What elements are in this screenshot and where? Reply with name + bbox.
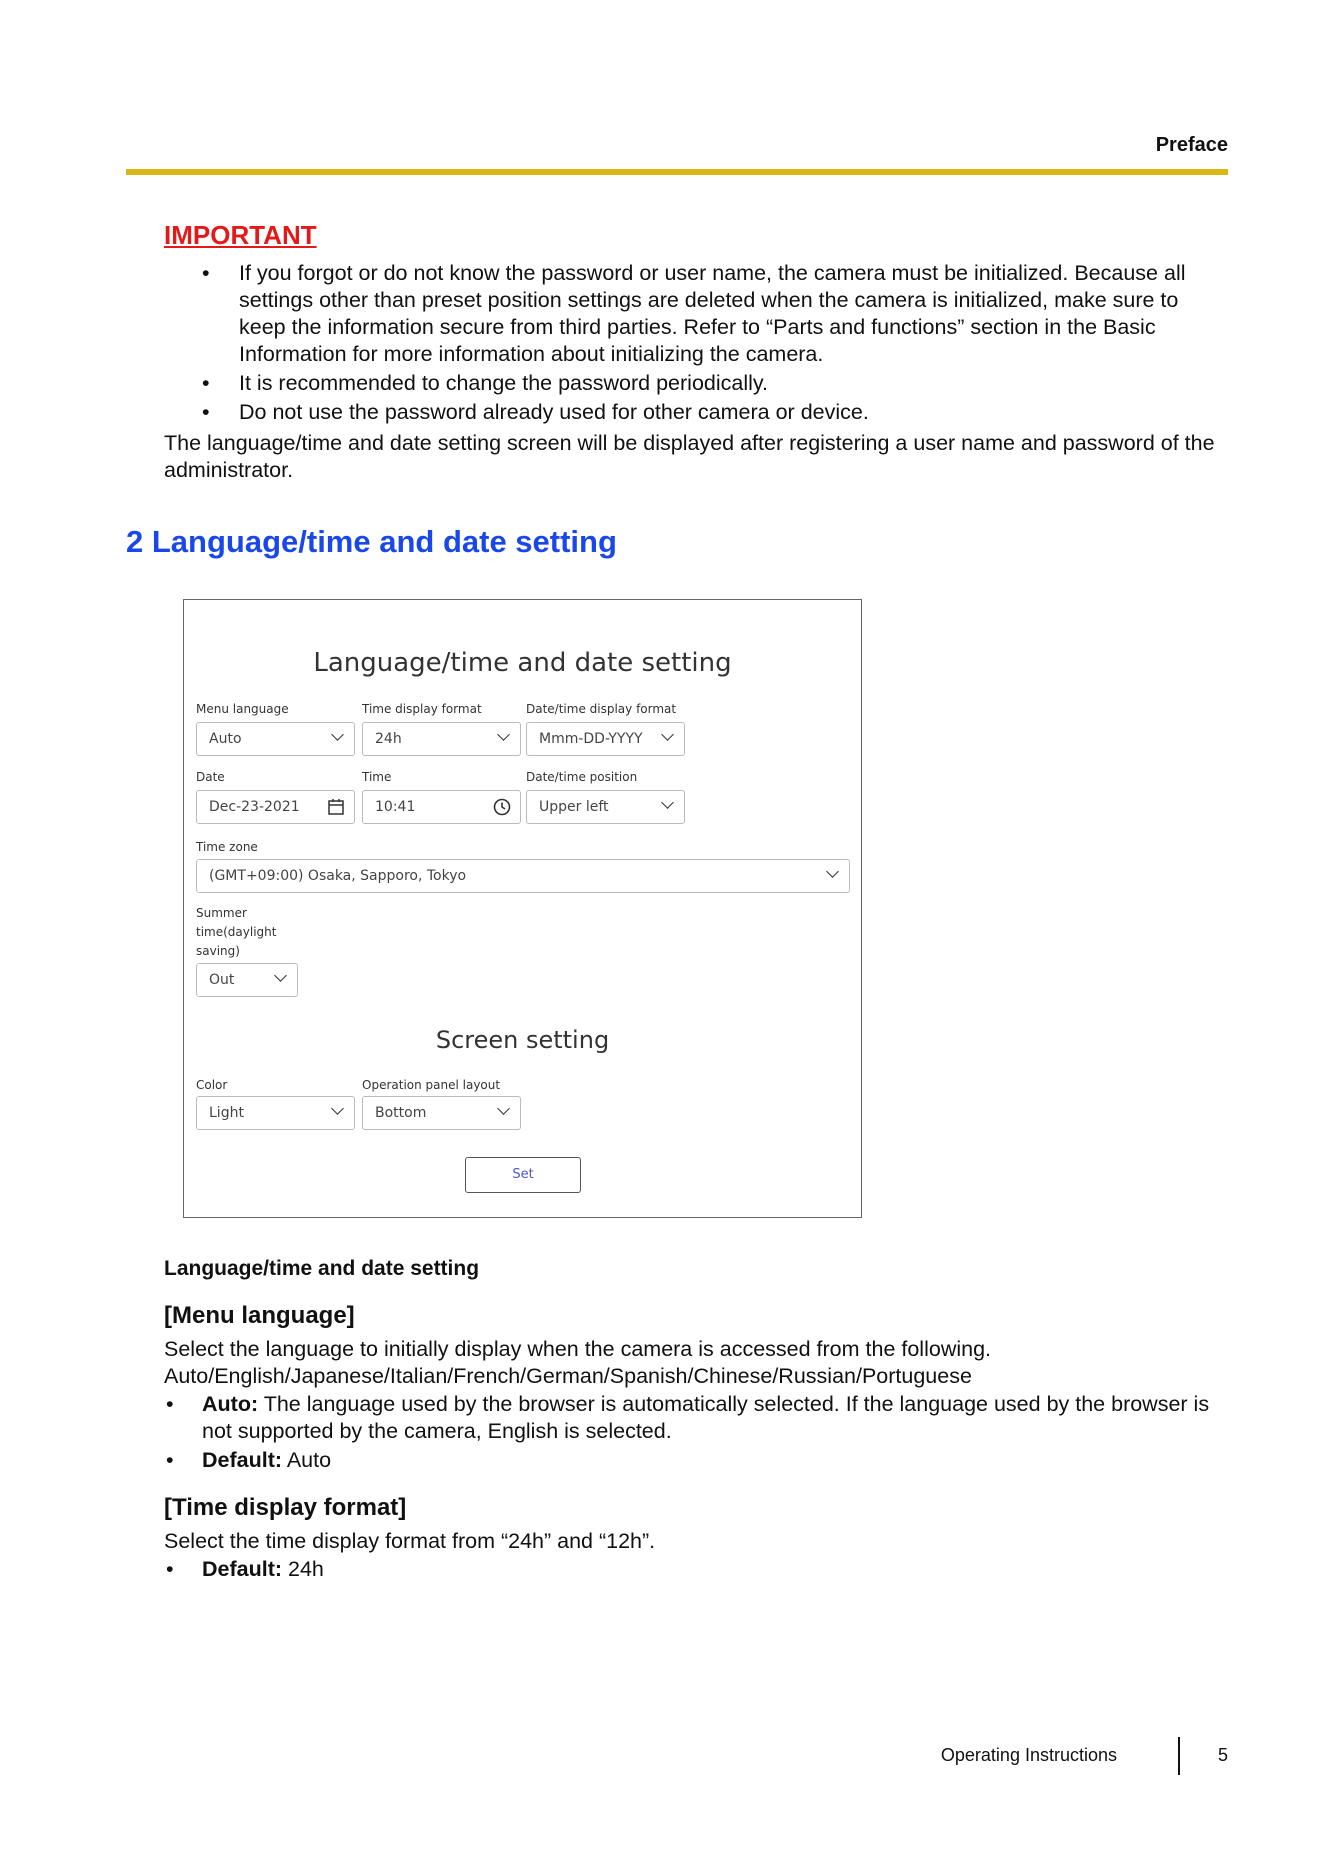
summer-time-label-line3: saving) <box>196 944 240 958</box>
screenshot-title: Language/time and date setting <box>313 648 732 678</box>
default-label: Default: <box>202 1448 283 1472</box>
default-label: Default: <box>202 1557 283 1581</box>
menu-language-list <box>164 1391 1234 1476</box>
time-format-heading: [Time display format] <box>164 1494 407 1521</box>
chevron-down-icon <box>331 728 344 741</box>
datetime-display-format-label: Date/time display format <box>526 702 677 716</box>
datetime-position-label: Date/time position <box>526 770 638 784</box>
auto-text: The language used by the browser is automatically selected. If the language used by the browser is not supported by the camera, English is selected. <box>202 1392 1210 1443</box>
time-label: Time <box>362 770 392 784</box>
important-list <box>164 260 1224 428</box>
time-format-text: Select the time display format from “24h” and “12h”. <box>164 1529 656 1553</box>
menu-language-heading: [Menu language] <box>164 1302 355 1329</box>
time-zone-label: Time zone <box>196 840 258 854</box>
menu-language-select[interactable] <box>196 722 355 756</box>
list-item: • Do not use the password already used for other camera or device. <box>164 399 1224 426</box>
datetime-position-select[interactable] <box>526 790 685 824</box>
time-input[interactable] <box>362 790 521 824</box>
time-display-format-label: Time display format <box>362 702 482 716</box>
menu-language-text-2: Auto/English/Japanese/Italian/French/German/Spanish/Chinese/Russian/Portuguese <box>164 1364 972 1388</box>
important-title: IMPORTANT <box>164 220 317 250</box>
clock-icon[interactable] <box>493 798 511 816</box>
time-value: 10:41 <box>375 799 416 815</box>
header-rule <box>126 169 1228 175</box>
date-input[interactable] <box>196 790 355 824</box>
datetime-display-format-select[interactable] <box>526 722 685 756</box>
operation-panel-layout-value: Bottom <box>375 1105 427 1121</box>
default-value: 24h <box>288 1557 324 1581</box>
chevron-down-icon <box>661 728 674 741</box>
color-select[interactable] <box>196 1096 355 1130</box>
calendar-icon[interactable] <box>327 798 345 816</box>
operation-panel-layout-label: Operation panel layout <box>362 1078 501 1092</box>
datetime-position-value: Upper left <box>539 799 609 815</box>
footer-page-number: 5 <box>1217 1745 1228 1765</box>
time-format-list <box>164 1556 1234 1585</box>
summer-time-label-line2: time(daylight <box>196 925 277 939</box>
summer-time-value: Out <box>209 972 235 988</box>
list-item <box>164 1556 1234 1583</box>
screenshot-caption: Language/time and date setting <box>164 1257 480 1280</box>
operation-panel-layout-select[interactable] <box>362 1096 521 1130</box>
intro-paragraph: The language/time and date setting screen will be displayed after registering a user name and password of the administrator. <box>164 431 1215 482</box>
header-section-label: Preface <box>1155 134 1228 156</box>
time-display-format-select[interactable] <box>362 722 521 756</box>
chevron-down-icon <box>497 1102 510 1115</box>
chevron-down-icon <box>661 796 674 809</box>
menu-language-value: Auto <box>209 731 242 747</box>
list-item <box>164 1447 1234 1474</box>
date-label: Date <box>196 770 225 784</box>
section-title: 2 Language/time and date setting <box>126 524 617 559</box>
summer-time-label-line1: Summer <box>196 906 247 920</box>
list-item <box>164 1391 1234 1445</box>
screen-setting-title: Screen setting <box>435 1026 610 1054</box>
color-value: Light <box>209 1105 244 1121</box>
menu-language-text-1: Select the language to initially display when the camera is accessed from the following. <box>164 1337 992 1361</box>
menu-language-label: Menu language <box>196 702 289 716</box>
footer-doc-name: Operating Instructions <box>940 1745 1117 1765</box>
set-button[interactable]: Set <box>465 1157 581 1193</box>
chevron-down-icon <box>331 1102 344 1115</box>
list-item: • If you forgot or do not know the password or user name, the camera must be initialized. Because all settings other than preset position settings are deleted when the camera is initialized, make sure to keep the information secure from third parties. Refer to “Parts and functions” section in the Basic Information for more information about initializing the camera. <box>164 260 1224 368</box>
summer-time-select[interactable] <box>196 963 298 997</box>
color-label: Color <box>196 1078 228 1092</box>
time-zone-value: (GMT+09:00) Osaka, Sapporo, Tokyo <box>209 868 467 884</box>
chevron-down-icon <box>497 728 510 741</box>
datetime-display-format-value: Mmm-DD-YYYY <box>539 731 643 747</box>
list-item: • It is recommended to change the password periodically. <box>164 370 1224 397</box>
footer-divider <box>1178 1737 1180 1775</box>
default-value: Auto <box>286 1448 332 1472</box>
chevron-down-icon <box>274 969 287 982</box>
time-zone-select[interactable] <box>196 859 850 893</box>
auto-label: Auto: <box>202 1392 259 1416</box>
chevron-down-icon <box>826 865 839 878</box>
date-value: Dec-23-2021 <box>209 799 300 815</box>
settings-screenshot <box>183 599 862 1218</box>
time-display-format-value: 24h <box>375 731 402 747</box>
